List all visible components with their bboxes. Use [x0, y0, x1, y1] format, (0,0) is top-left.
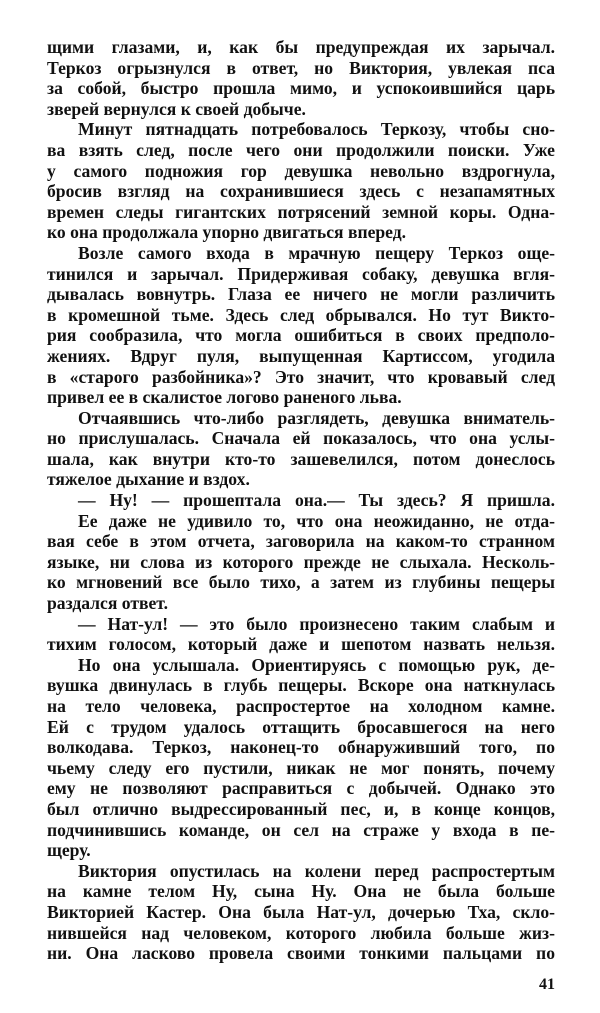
text-line: раздался ответ.	[47, 593, 169, 614]
text-line: рия сообразила, что могла ошибиться в своих предполо-	[47, 325, 555, 346]
text-line: ко она продолжала упорно двигаться вперед.	[47, 222, 407, 243]
text-line: нившейся над человеком, которого любила больше жиз-	[47, 922, 555, 943]
text-line: щими глазами, и, как бы предупреждая их зарычал.	[47, 37, 555, 57]
book-page-text	[47, 37, 555, 964]
text-line: ко мгновений все было тихо, а затем из глубины пещеры	[47, 572, 555, 593]
text-line: щеру.	[47, 840, 91, 861]
paragraph	[47, 243, 555, 408]
text-line: дывалась вовнутрь. Глаза ее ничего не могли различить	[47, 284, 555, 305]
text-line: Возле самого входа в мрачную пещеру Теркоз още-	[78, 242, 555, 263]
text-line: времен следы гигантских потрясений земной коры. Одна-	[47, 201, 555, 222]
text-line: Ее даже не удивило то, что она неожиданно, не отда-	[78, 510, 555, 531]
text-line: Но она услышала. Ориентируясь с помощью рук, де-	[78, 654, 555, 675]
paragraph	[47, 490, 555, 511]
paragraph	[47, 511, 555, 614]
text-line: — Ну! — прошептала она.— Ты здесь? Я пришла.	[78, 490, 555, 511]
page-number: 41	[539, 976, 555, 993]
text-line: жениях. Вдруг пуля, выпущенная Картиссом, угодила	[47, 345, 555, 366]
text-line: подчинившись команде, он сел на страже у входа в пе-	[47, 819, 555, 840]
text-line: языке, ни слова из которого прежде не слыхала. Несколь-	[47, 551, 555, 572]
text-line: в «старого разбойника»? Это значит, что кровавый след	[47, 366, 555, 387]
text-line: — Нат-ул! — это было произнесено таким слабым и	[78, 613, 555, 634]
text-line: за собой, быстро прошла мимо, и успокоившийся царь	[47, 78, 555, 99]
text-line: чьему следу его пустили, никак не мог понять, почему	[47, 757, 555, 778]
text-line: тинился и зарычал. Придерживая собаку, девушка вгля-	[47, 263, 555, 284]
paragraph	[47, 614, 555, 655]
text-line: но прислушалась. Сначала ей показалось, что она услы-	[47, 428, 555, 449]
text-line: Отчаявшись что-либо разглядеть, девушка вниматель-	[78, 407, 555, 428]
text-line: тихим голосом, который даже и шепотом назвать нельзя.	[47, 634, 555, 655]
text-line: привел ее в скалистое логово раненого льва.	[47, 387, 402, 408]
text-line: бросив взгляд на сохранившиеся здесь с незапамятных	[47, 181, 555, 202]
paragraph	[47, 37, 555, 119]
text-line: волкодава. Теркоз, наконец-то обнаруживший того, по	[47, 737, 555, 758]
text-line: был отлично выдрессированный пес, и, в конце концов,	[47, 798, 555, 819]
text-line: вая себе в этом отчета, заговорила на каком-то странном	[47, 531, 555, 552]
paragraph	[47, 408, 555, 490]
text-line: у самого подножия гор девушка невольно вздрогнула,	[47, 160, 555, 181]
text-line: Виктория опустилась на колени перед распростертым	[78, 860, 555, 881]
text-line: на камне телом Ну, сына Ну. Она не была больше	[47, 881, 555, 902]
text-line: вушка двинулась в глубь пещеры. Вскоре она наткнулась	[47, 675, 555, 696]
text-line: ни. Она ласково провела своими тонкими пальцами по	[47, 943, 555, 964]
text-line: тяжелое дыхание и вздох.	[47, 469, 250, 490]
text-line: шала, как внутри кто-то зашевелился, потом донеслось	[47, 448, 555, 469]
paragraph	[47, 861, 555, 964]
text-line: в кромешной тьме. Здесь след обрывался. Но тут Викто-	[47, 304, 555, 325]
text-line: ему не позволяют расправиться с добычей. Однако это	[47, 778, 555, 799]
text-line: Ей с трудом удалось оттащить бросавшегося на него	[47, 716, 555, 737]
paragraph	[47, 119, 555, 243]
text-line: Теркоз огрызнулся в ответ, но Виктория, увлекая пса	[47, 57, 555, 78]
text-line: на тело человека, распростертое на холодном камне.	[47, 696, 555, 716]
text-line: зверей вернулся к своей добыче.	[47, 98, 306, 119]
text-line: Минут пятнадцать потребовалось Теркозу, чтобы сно-	[78, 119, 555, 140]
text-line: ва взять след, после чего они продолжили поиски. Уже	[47, 139, 555, 160]
text-line: Викторией Кастер. Она была Нат-ул, дочерью Тха, скло-	[47, 901, 555, 922]
paragraph	[47, 655, 555, 861]
